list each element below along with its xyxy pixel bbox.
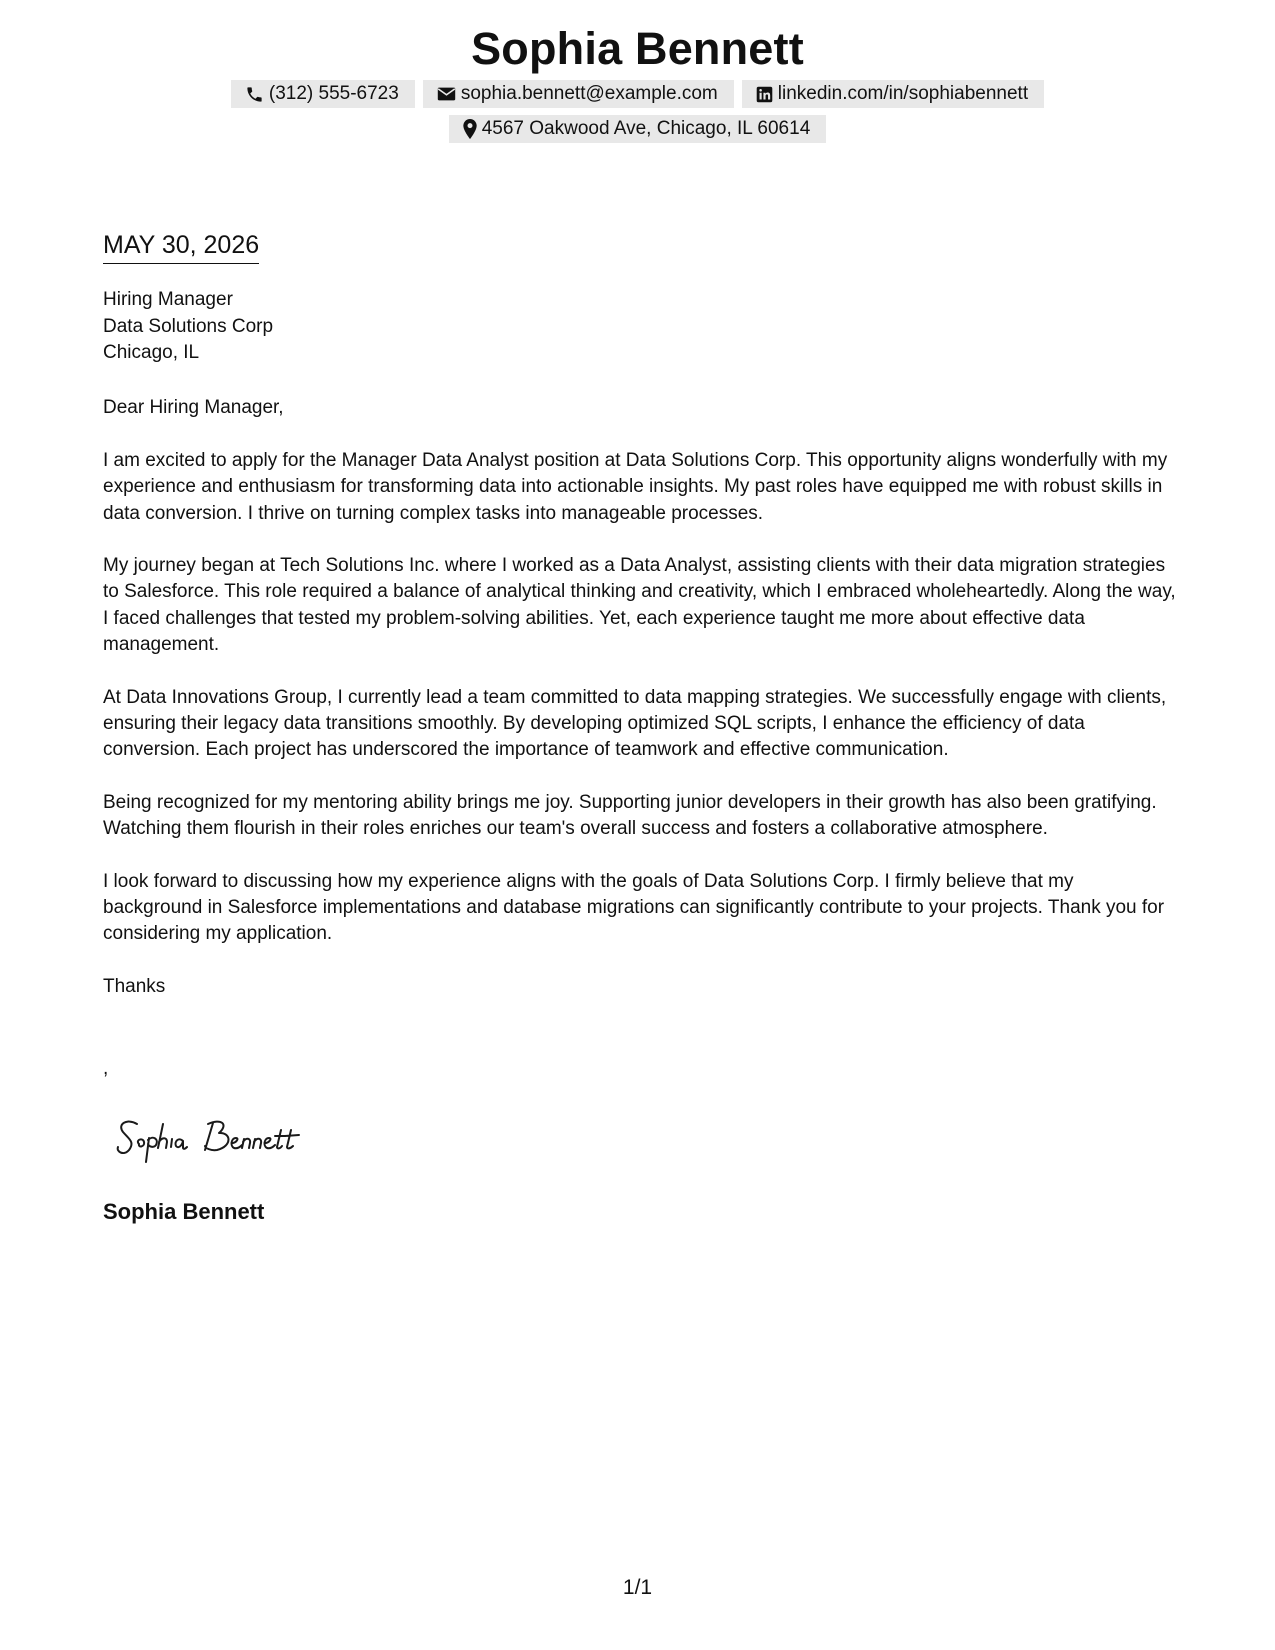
letter-date: MAY 30, 2026 bbox=[103, 228, 259, 264]
recipient-line: Data Solutions Corp bbox=[103, 315, 274, 337]
phone-chip bbox=[231, 80, 415, 108]
email-text: sophia.bennett@example.com bbox=[460, 83, 718, 104]
signer-name: Sophia Bennett bbox=[103, 1199, 265, 1224]
address-chip bbox=[449, 115, 827, 143]
linkedin-text: linkedin.com/in/sophiabennett bbox=[777, 83, 1029, 104]
body-paragraph: At Data Innovations Group, I currently lead a team committed to data mapping strategies. We successfully engage with clients, ensuring their legacy data transitions smoothly. By developing optimized SQL scripts, I enhance the efficiency of data conversion. Each project has underscored the importance of teamwork and effective communication. bbox=[103, 686, 1167, 761]
letter-body bbox=[103, 448, 1178, 974]
linkedin-icon bbox=[756, 86, 773, 103]
body-paragraph: I look forward to discussing how my experience aligns with the goals of Data Solutions Corp. I firmly believe that my background in Salesforce implementations and database migrations can significantly contribute to your projects. Thank you for considering my application. bbox=[103, 870, 1165, 945]
handwritten-signature bbox=[113, 1108, 353, 1168]
recipient-block bbox=[103, 287, 273, 367]
page-number: 1/1 bbox=[622, 1576, 653, 1599]
contact-row-secondary bbox=[0, 115, 1275, 143]
closing: Thanks bbox=[103, 976, 166, 997]
linkedin-chip bbox=[742, 80, 1044, 108]
closing-comma: , bbox=[103, 1058, 109, 1079]
map-marker-icon bbox=[463, 119, 477, 139]
contact-row-primary bbox=[0, 80, 1275, 108]
address-text: 4567 Oakwood Ave, Chicago, IL 60614 bbox=[481, 118, 811, 139]
email-chip bbox=[423, 80, 734, 108]
phone-icon bbox=[245, 85, 264, 104]
body-paragraph: I am excited to apply for the Manager Data Analyst position at Data Solutions Corp. This opportunity aligns wonderfully with my experience and enthusiasm for transforming data into actionable insights. My past roles have equipped me with robust skills in data conversion. I thrive on turning complex tasks into manageable processes. bbox=[103, 450, 1168, 524]
recipient-line: Hiring Manager bbox=[103, 289, 233, 310]
phone-text: (312) 555-6723 bbox=[268, 83, 399, 104]
salutation: Dear Hiring Manager, bbox=[103, 397, 284, 418]
body-paragraph: My journey began at Tech Solutions Inc. where I worked as a Data Analyst, assisting clients with their data migration strategies to Salesforce. This role required a balance of analytical thinking and creativity, which I embraced wholeheartedly. Along the way, I faced challenges that tested my problem-solving abilities. Yet, each experience taught me more about effective data management. bbox=[103, 555, 1176, 656]
envelope-icon bbox=[437, 86, 456, 102]
applicant-name-heading: Sophia Bennett bbox=[471, 23, 804, 74]
recipient-line: Chicago, IL bbox=[103, 342, 200, 363]
body-paragraph: Being recognized for my mentoring ability brings me joy. Supporting junior developers in their growth has also been gratifying. Watching them flourish in their roles enriches our team's overall success and fosters a collaborative atmosphere. bbox=[103, 791, 1157, 840]
